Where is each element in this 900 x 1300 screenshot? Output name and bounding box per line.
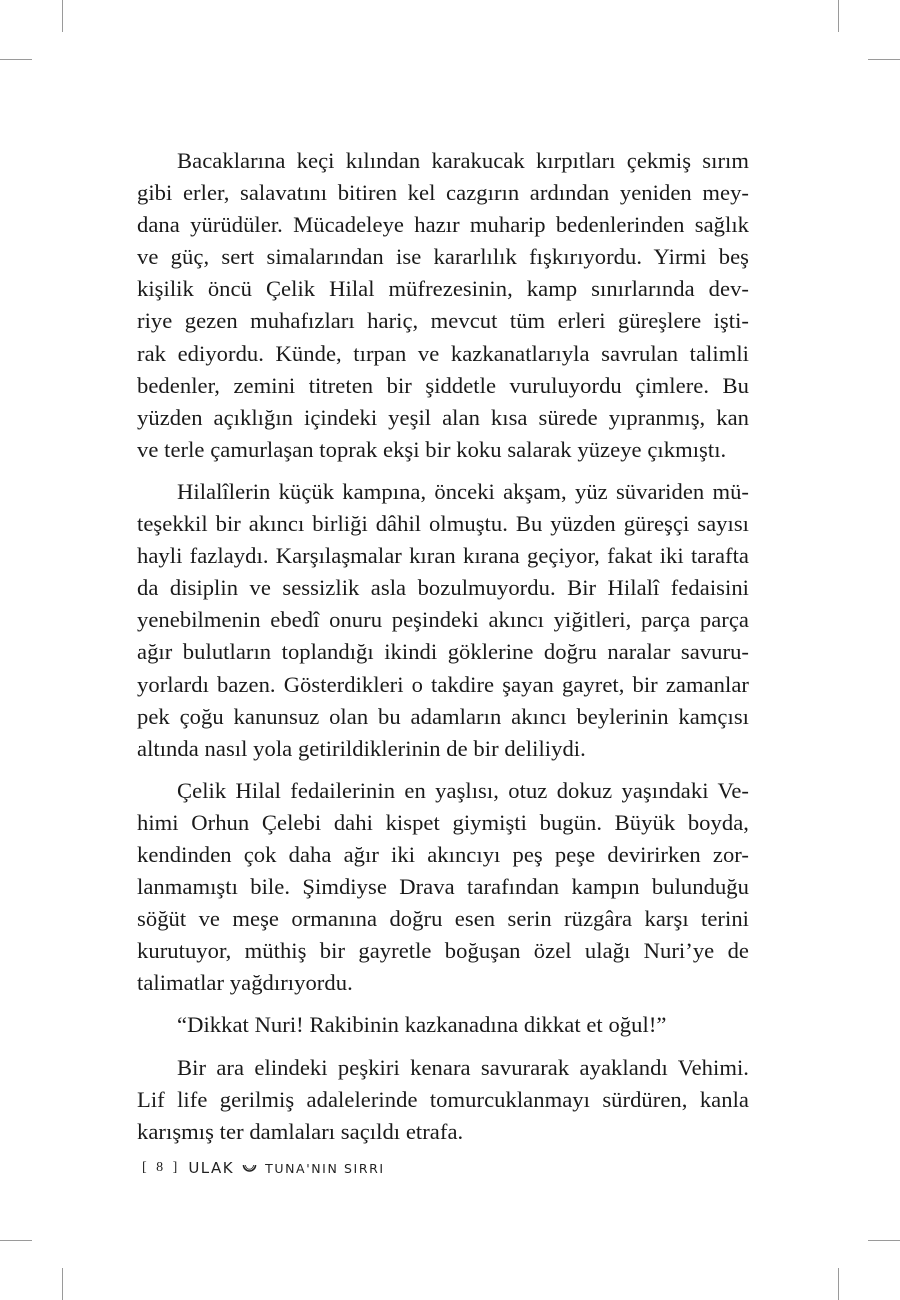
text-line: ağır bulutların toplandığı ikindi göklerine doğru naralar savuru- — [137, 639, 749, 665]
text-line: kişilik öncü Çelik Hilal müfrezesinin, kamp sınırlarında dev- — [137, 276, 749, 302]
text-line: pek çoğu kanunsuz olan bu adamların akıncı beylerinin kamçısı — [137, 703, 749, 729]
text-line: Lif life gerilmiş adalelerinde tomurcuklanmayı sürdüren, kanla — [137, 1086, 749, 1112]
text-line: bedenler, zemini titreten bir şiddetle vuruluyordu çimlere. Bu — [137, 372, 749, 398]
text-line: hayli fazlaydı. Karşılaşmalar kıran kırana geçiyor, fakat iki tarafta — [137, 543, 749, 569]
text-line: talimatlar yağdırıyordu. — [137, 970, 353, 996]
crop-mark — [0, 1240, 32, 1241]
text-line: riye gezen muhafızları hariç, mevcut tüm erleri güreşlere işti- — [137, 308, 749, 334]
crop-mark — [62, 1268, 63, 1300]
page-number: [ 8 ] — [142, 1160, 181, 1175]
text-line: karışmış ter damlaları saçıldı etrafa. — [137, 1118, 464, 1144]
body-text — [137, 145, 749, 1158]
text-line: Bir ara elindeki peşkiri kenara savurarak ayaklandı Vehimi. — [177, 1054, 749, 1080]
crop-mark — [838, 1268, 839, 1300]
crop-mark — [868, 1240, 900, 1241]
crop-mark — [838, 0, 839, 32]
text-line: Çelik Hilal fedailerinin en yaşlısı, otuz dokuz yaşındaki Ve- — [177, 777, 749, 803]
text-line: gibi erler, salavatını bitiren kel cazgırın ardından yeniden mey- — [137, 180, 749, 206]
text-line: kurutuyor, müthiş bir gayretle boğuşan özel ulağı Nuri’ye de — [137, 938, 749, 964]
text-line: yenebilmenin ebedî onuru peşindeki akıncı yiğitleri, parça parça — [137, 607, 749, 633]
text-line: Bacaklarına keçi kılından karakucak kırpıtları çekmiş sırım — [177, 148, 749, 173]
text-line: rak ediyordu. Künde, tırpan ve kazkanatlarıyla savrulan talimli — [137, 340, 749, 366]
text-line: kendinden çok daha ağır iki akıncıyı peş peşe devirirken zor- — [137, 841, 749, 867]
text-line: ve güç, sert simalarından ise kararlılık fışkırıyordu. Yirmi beş — [137, 244, 749, 270]
text-line: da disiplin ve sessizlik asla bozulmuyordu. Bir Hilalî fedaisini — [137, 575, 749, 601]
page-footer — [142, 1158, 385, 1178]
paragraph — [137, 145, 749, 466]
crop-mark — [0, 59, 32, 60]
text-line: himi Orhun Çelebi dahi kispet giymişti bugün. Büyük boyda, — [137, 809, 749, 835]
crop-mark — [62, 0, 63, 32]
text-line: teşekkil bir akıncı birliği dâhil olmuştu. Bu yüzden güreşçi sayısı — [137, 511, 749, 537]
text-line: lanmamıştı bile. Şimdiyse Drava tarafından kampın bulunduğu — [137, 874, 749, 900]
paragraph — [137, 1009, 749, 1041]
text-line: söğüt ve meşe ormanına doğru esen serin rüzgâra karşı terini — [137, 906, 749, 932]
text-line: ve terle çamurlaşan toprak ekşi bir koku salarak yüzeye çıkmıştı. — [137, 436, 727, 462]
text-line: altında nasıl yola getirildiklerinin de bir deliliydi. — [137, 735, 586, 761]
series-title: ULAK — [188, 1159, 235, 1177]
crop-mark — [868, 59, 900, 60]
paragraph — [137, 476, 749, 765]
text-line: Hilalîlerin küçük kampına, önceki akşam, yüz süvariden mü- — [177, 478, 749, 504]
text-line: dana yürüdüler. Mücadeleye hazır muharip bedenlerinden sağlık — [137, 212, 749, 238]
text-line: yüzden açıklığın içindeki yeşil alan kısa sürede yıpranmış, kan — [137, 404, 749, 430]
text-line: yorlardı bazen. Gösterdikleri o takdire şayan gayret, bir zamanlar — [137, 671, 749, 697]
book-subtitle: TUNA'NIN SIRRI — [265, 1160, 385, 1176]
paragraph — [137, 775, 749, 1000]
paragraph — [137, 1052, 749, 1148]
crescent-icon — [242, 1161, 257, 1176]
text-line: “Dikkat Nuri! Rakibinin kazkanadına dikkat et oğul!” — [177, 1012, 667, 1038]
